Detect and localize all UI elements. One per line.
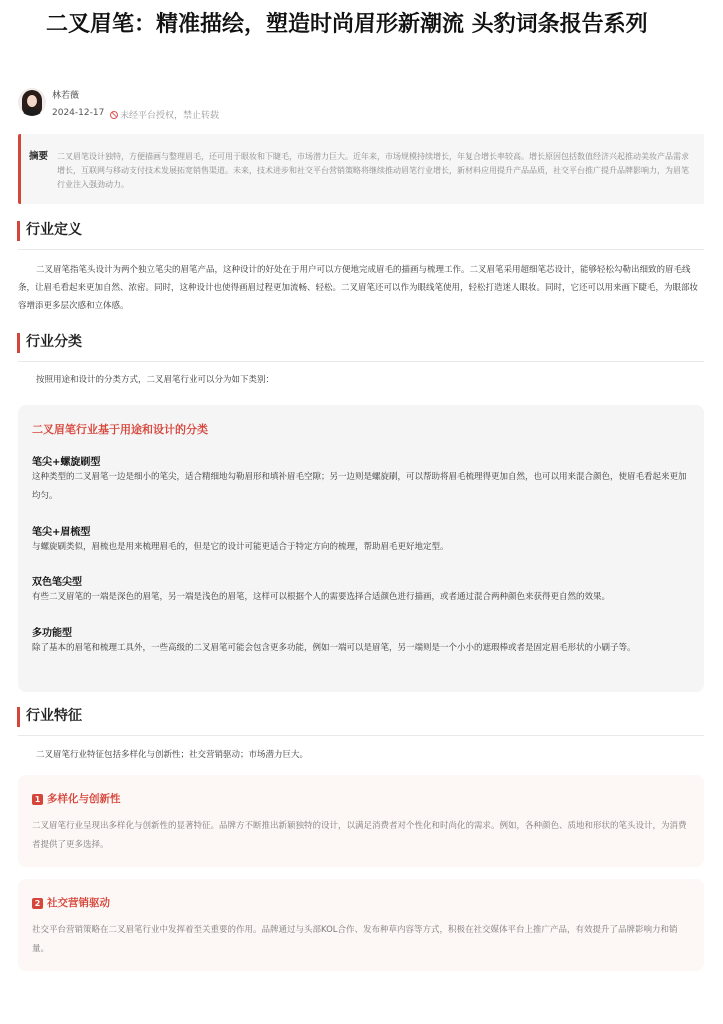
feature-card bbox=[18, 879, 704, 971]
classification-item-title: 笔尖+眉梳型 bbox=[32, 527, 91, 538]
feature-heading bbox=[32, 895, 110, 910]
classification-item-text: 有些二叉眉笔的一端是深色的眉笔，另一端是浅色的眉笔，这样可以根据个人的需要选择合适颜色进行描画，或者通过混合两种颜色来获得更自然的效果。 bbox=[32, 592, 611, 602]
feature-title: 多样化与创新性 bbox=[47, 793, 121, 805]
definition-text: 二叉眉笔指笔头设计为两个独立笔尖的眉笔产品，这种设计的好处在于用户可以方便地完成眉毛的描画与梳理工作。二叉眉笔采用超细笔芯设计，能够轻松勾勒出细致的眉毛线条，让眉毛看起来更加自然、浓密。同时，这种设计也使得画眉过程更加流畅、轻松。二叉眉笔还可以作为眼线笔使用，轻松打造迷人眼妆。同时，它还可以用来画下睫毛，为眼部妆容增添更多层次感和立体感。 bbox=[18, 265, 699, 311]
feature-heading bbox=[32, 791, 121, 806]
forbidden-icon bbox=[110, 111, 118, 119]
feature-title: 社交营销驱动 bbox=[47, 897, 110, 909]
abstract-text: 二叉眉笔设计独特，方便描画与整理眉毛，还可用于眼妆和下睫毛，市场潜力巨大。近年来，市场规模持续增长，年复合增长率较高。增长原因包括数值经济兴起推动美妆产品需求增长，互联网与移动支付技术发展拓宽销售渠道。未来，技术进步和社交平台营销策略将继续推动眉笔行业增长，新材料应用提升产品品质，社交平台推广提升品牌影响力，为眉笔行业注入强劲动力。 bbox=[57, 152, 689, 189]
features-intro: 二叉眉笔行业特征包括多样化与创新性；社交营销驱动；市场潜力巨大。 bbox=[36, 750, 309, 760]
section-heading-definition: 行业定义 bbox=[17, 221, 82, 241]
divider bbox=[18, 735, 704, 736]
abstract-box bbox=[18, 134, 704, 204]
classification-item-title: 笔尖+螺旋刷型 bbox=[32, 457, 101, 468]
feature-text: 社交平台营销策略在二叉眉笔行业中发挥着至关重要的作用。品牌通过与头部KOL合作、发布种草内容等方式，积极在社交媒体平台上推广产品，有效提升了品牌影响力和销量。 bbox=[32, 925, 678, 954]
feature-card bbox=[18, 775, 704, 867]
section-heading-features: 行业特征 bbox=[17, 707, 82, 727]
classification-intro: 按照用途和设计的分类方式，二叉眉笔行业可以分为如下类别： bbox=[36, 375, 275, 385]
number-badge: 1 bbox=[32, 794, 43, 805]
license-notice bbox=[110, 108, 219, 121]
avatar[interactable] bbox=[18, 88, 46, 116]
classification-card-title: 二叉眉笔行业基于用途和设计的分类 bbox=[32, 423, 208, 436]
classification-card bbox=[18, 405, 704, 692]
author-name[interactable]: 林若薇 bbox=[52, 91, 80, 101]
classification-item-text: 这种类型的二叉眉笔一边是细小的笔尖，适合精细地勾勒眉形和填补眉毛空隙；另一边则是螺旋刷，可以帮助将眉毛梳理得更加自然，也可以用来混合颜色，使眉毛看起来更加均匀。 bbox=[32, 472, 687, 501]
classification-item-title: 双色笔尖型 bbox=[32, 577, 82, 588]
number-badge: 2 bbox=[32, 898, 43, 909]
classification-item-text: 除了基本的眉笔和梳理工具外，一些高级的二叉眉笔可能会包含更多功能，例如一端可以是眉笔，另一端则是一个小小的遮瑕棒或者是固定眉毛形状的小刷子等。 bbox=[32, 643, 636, 653]
classification-item-text: 与螺旋刷类似，眉梳也是用来梳理眉毛的，但是它的设计可能更适合于特定方向的梳理，帮助眉毛更好地定型。 bbox=[32, 542, 449, 552]
page-title: 二叉眉笔：精准描绘，塑造时尚眉形新潮流 头豹词条报告系列 bbox=[46, 12, 648, 37]
author-info bbox=[18, 86, 418, 122]
divider bbox=[18, 361, 704, 362]
feature-text: 二叉眉笔行业呈现出多样化与创新性的显著特征。品牌方不断推出新颖独特的设计，以满足消费者对个性化和时尚化的需求。例如，各种颜色、质地和形状的笔头设计，为消费者提供了更多选择。 bbox=[32, 821, 687, 850]
publish-date: 2024-12-17 bbox=[52, 108, 105, 118]
license-notice-text: 未经平台授权，禁止转载 bbox=[120, 111, 220, 121]
section-heading-classification: 行业分类 bbox=[17, 333, 82, 353]
divider bbox=[18, 249, 704, 250]
classification-item-title: 多功能型 bbox=[32, 628, 72, 639]
abstract-label: 摘要 bbox=[29, 151, 49, 162]
